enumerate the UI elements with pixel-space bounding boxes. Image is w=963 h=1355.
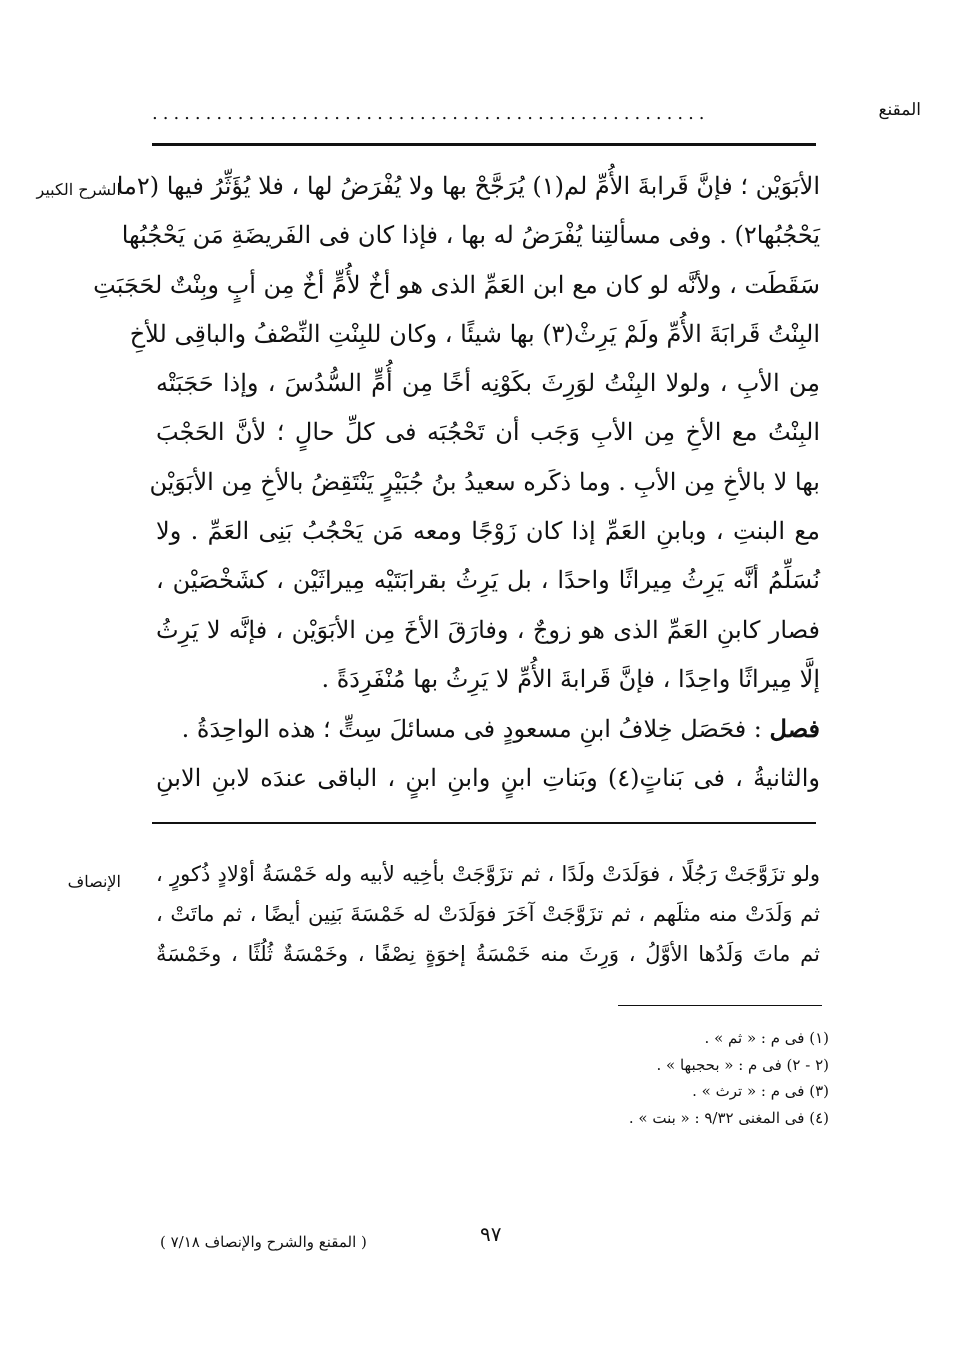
signature: ( المقنع والشرح والإنصاف ٧/١٨ ) — [160, 1233, 367, 1251]
footnote: (١) فى م : « ثم » . — [704, 1029, 829, 1047]
margin-label-sharh: الشرح الكبير — [36, 180, 121, 199]
margin-label-insaf: الإنصاف — [67, 872, 121, 891]
fasl-text: : فحَصَل خِلافُ ابنِ مسعودٍ فى مسائلَ سِتٍّ ؛ هذه الواحِدَةُ . — [181, 715, 762, 744]
text-line: إلَّا مِيراثًا واحِدًا ، فإنَّ قَرابةَ الأُمِّ لا يَرِثُ بها مُنْفَرِدَةً . — [321, 664, 820, 693]
text-line: سَقَطَت ، ولأنَّه لو كان مع ابن العَمِّ الذى هو أخٌ لأُمٍّ أخٌ مِن أبٍ وبِنْتٌ لحَجَبَتِ — [93, 270, 820, 299]
text-line: نُسَلِّمُ أنَّه يَرِثُ مِيراثًا واحدًا ، بل يَرِثُ بقرابَتَيْه مِيراثَيْن ، كشَخْصَيْن ، — [156, 566, 820, 595]
text-line: فصار كابنِ العَمِّ الذى هو زوجٌ ، وفارَقَ الأخَ مِن الأبَوَيْن ، فإنَّه لا يَرِثُ — [156, 615, 820, 644]
footnotes — [429, 1025, 829, 1131]
text-line: والثانيةُ ، فى بَناتٍ(٤) وبَناتِ ابنٍ وابنِ ابنٍ ، الباقى عندَه لابنِ الابنِ — [156, 763, 820, 792]
fasl-heading: فصل — [769, 714, 820, 744]
sharh-body — [93, 162, 820, 803]
dotted-rule: .................................................... — [152, 103, 710, 124]
footnote: (٤) فى المغنى ٩/٣٢ : « بنت » . — [628, 1108, 829, 1127]
text-line: مع البنتِ ، وبابنِ العَمِّ إذا كان زَوْجًا ومعه مَن يَحْجُبُ بَنِى العَمِّ . ولا — [156, 517, 820, 546]
insaf-body — [156, 854, 820, 974]
footnote-rule — [618, 1005, 822, 1006]
footnote: (٢ - ٢) فى م : « بحجبها » . — [656, 1055, 829, 1074]
text-line: بها لا بالأخِ مِن الأبِ . وما ذكَره سعيدُ بنُ جُبَيْرٍ يَنْتَقِضُ بالأخِ مِن الأبَوَيْن — [149, 467, 820, 496]
section-rule — [152, 822, 816, 824]
footnote: (٣) فى م : « ترث » . — [692, 1082, 829, 1100]
text-line: ولو تزَوَّجَتْ رَجُلًا ، فوَلَدَتْ ولَدًا ، ثم تزَوَّجَتْ بأخِيه لأبيه وله خَمْسَةُ أوْلادٍ ذُكورٍ ، — [156, 862, 820, 886]
text-line: ثم وَلَدَتْ منه مثلَهم ، ثم تزَوَّجَتْ آخَرَ فوَلَدَتْ له خَمْسَةَ بَنِين أيضًا ، ثم ماتَتْ ، — [156, 902, 820, 926]
text-line: البِنْتُ مع الأخِ مِن الأبِ وَجَب أن تَحْجُبَه فى كلِّ حالٍ ؛ لأنَّ الحَجْبَ — [156, 418, 820, 447]
text-line: مِن الأبِ ، ولولا البِنْتُ لوَرِثَ بكَوْنِه أخًا مِن أُمٍّ السُّدُسَ ، وإذا حَجَبَتْه — [156, 369, 820, 398]
text-line: يَحْجُبُها٢) . وفى مسألتِنا يُفْرَضُ له بها ، فإذا كان فى الفَريضَةِ مَن يَحْجُبُها — [121, 221, 820, 250]
text-line: البِنْتُ قَرابَةَ الأُمِّ ولَمْ يَرِثْ(٣) بها شيئًا ، وكان للبِنْتِ النِّصْفُ والباقِى للأخِ — [129, 319, 820, 348]
page-number: ٩٧ — [480, 1222, 502, 1246]
text-line: ثم ماتَ وَلَدُها الأوَّلُ ، وَرِثَ منه خَمْسَةُ إخوَةٍ نِصْفًا ، وخَمْسَةٌ ثُلُثًا ، وخَمْسَةٌ — [156, 942, 820, 966]
running-title: المقنع — [878, 100, 921, 120]
fasl-line — [156, 704, 820, 753]
top-rule — [152, 143, 816, 146]
text-line: الأبَوَيْن ؛ فإنَّ قَرابةَ الأُمِّ لم(١) يُرَجَّحْ بها ولا يُفْرَضُ لها ، فلا يُؤَثِّرُ فيها (٢ما — [116, 172, 820, 200]
